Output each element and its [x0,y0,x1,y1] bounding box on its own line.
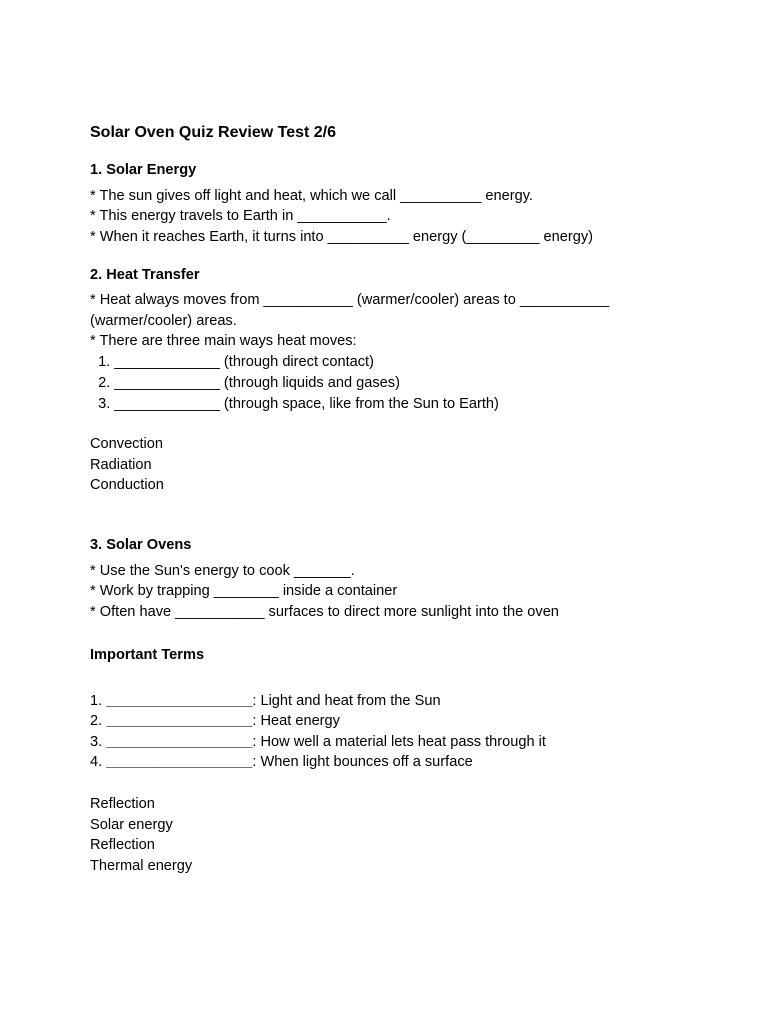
section-heading-heat-transfer: 2. Heat Transfer [90,267,200,283]
heat-transfer-word-bank-item: Conduction [90,477,164,493]
term-item [90,733,546,751]
solar-energy-line-1: * The sun gives off light and heat, which we call __________ energy. [90,188,533,204]
term-definition: : How well a material lets heat pass through it [252,734,546,750]
heat-transfer-line-6: 3. _____________ (through space, like from the Sun to Earth) [90,396,499,412]
solar-ovens-line-2: * Work by trapping ________ inside a container [90,583,398,599]
heat-transfer-line-1: * Heat always moves from ___________ (warmer/cooler) areas to ___________ [90,292,610,308]
term-definition: : When light bounces off a surface [252,754,473,770]
term-blank: __________________ [106,734,253,750]
term-definition: : Light and heat from the Sun [252,693,441,709]
heat-transfer-word-bank-item: Radiation [90,457,152,473]
term-item [90,712,340,730]
heat-transfer-word-bank-item: Convection [90,436,164,452]
term-number: 1. [90,693,107,709]
solar-energy-line-3: * When it reaches Earth, it turns into __________ energy (_________ energy) [90,229,593,245]
heat-transfer-line-5: 2. _____________ (through liquids and gases) [90,375,400,391]
solar-ovens-line-3: * Often have ___________ surfaces to direct more sunlight into the oven [90,604,559,620]
section-heading-solar-energy: 1. Solar Energy [90,162,197,178]
solar-energy-line-2: * This energy travels to Earth in ___________. [90,208,391,224]
term-item [90,692,441,710]
term-blank: __________________ [106,754,253,770]
terms-word-bank-item: Solar energy [90,817,173,833]
document-title: Solar Oven Quiz Review Test 2/6 [90,124,337,141]
term-number: 4. [90,754,107,770]
section-heading-solar-ovens: 3. Solar Ovens [90,537,192,553]
term-blank: __________________ [106,713,253,729]
heat-transfer-line-2: (warmer/cooler) areas. [90,313,237,329]
term-item [90,753,473,771]
solar-ovens-line-1: * Use the Sun's energy to cook _______. [90,563,355,579]
heat-transfer-line-3: * There are three main ways heat moves: [90,333,357,349]
term-definition: : Heat energy [252,713,340,729]
terms-word-bank-item: Reflection [90,837,155,853]
heat-transfer-line-4: 1. _____________ (through direct contact) [90,354,374,370]
terms-word-bank-item: Thermal energy [90,858,193,874]
terms-word-bank-item: Reflection [90,796,155,812]
term-blank: __________________ [106,693,253,709]
term-number: 2. [90,713,107,729]
section-heading-important-terms: Important Terms [90,647,205,663]
term-number: 3. [90,734,107,750]
